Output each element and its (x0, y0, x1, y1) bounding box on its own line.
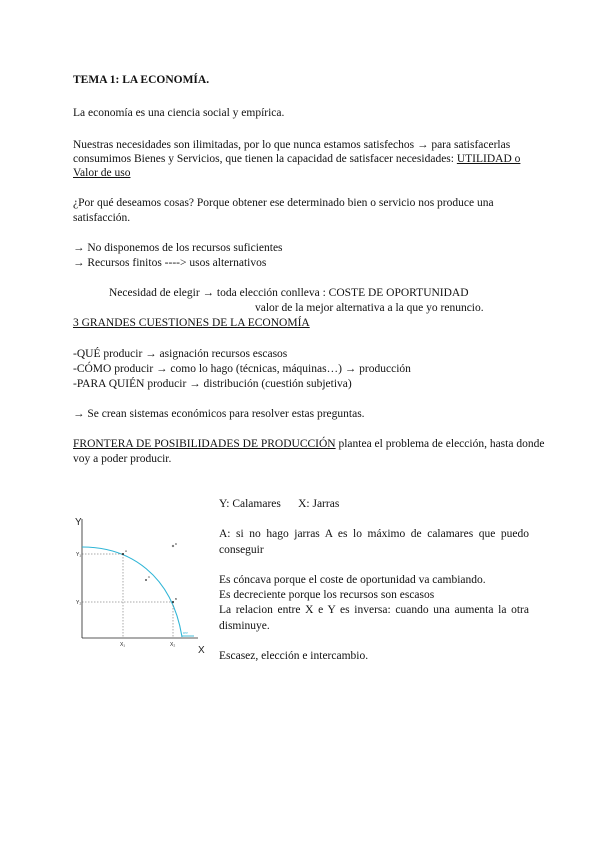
x-tick-2: X₂ (170, 642, 176, 648)
needs-line-1: Nuestras necesidades son ilimitadas, por lo que nunca estamos satisfechos → para satisfacerlas (73, 139, 511, 151)
valor-de-uso-term: Valor de uso (73, 167, 131, 179)
question-what: -QUÉ producir → asignación recursos escasos (73, 348, 288, 360)
utilidad-term: UTILIDAD o (456, 153, 521, 165)
needs-line-2 (73, 152, 520, 166)
curve-end-label: FPP (183, 632, 188, 635)
explanation-concave: Es cóncava porque el coste de oportunidad va cambiando. (219, 574, 486, 586)
frontier-line-2: voy a poder producir. (73, 453, 172, 465)
explanation-axes: Y: Calamares X: Jarras (219, 498, 340, 510)
resources-line-1: → No disponemos de los recursos suficientes (73, 242, 283, 254)
opportunity-line-1: Necesidad de elegir → toda elección conlleva : COSTE DE OPORTUNIDAD (109, 287, 469, 299)
ppf-curve (82, 547, 182, 637)
question-how: -CÓMO producir → como lo hago (técnicas, máquinas…) → producción (73, 363, 411, 375)
opportunity-line-2: valor de la mejor alternativa a la que yo renuncio. (255, 302, 484, 314)
why-line-1: ¿Por qué deseamos cosas? Porque obtener ese determinado bien o servicio nos produce una (73, 197, 494, 209)
point-b (172, 601, 174, 603)
systems-line: → Se crean sistemas económicos para resolver estas preguntas. (73, 408, 365, 420)
frontier-line-1-rest: plantea el problema de elección, hasta donde (335, 438, 545, 450)
y-tick-1: Y₁ (76, 552, 82, 558)
point-d-label: D (175, 542, 178, 546)
point-b-label: B (175, 597, 178, 601)
page-title: TEMA 1: LA ECONOMÍA. (73, 74, 210, 86)
questions-heading: 3 GRANDES CUESTIONES DE LA ECONOMÍA (73, 317, 310, 329)
intro-paragraph: La economía es una ciencia social y empírica. (73, 107, 285, 119)
x-axis-label: X (198, 645, 205, 656)
point-a-label: A (125, 549, 128, 553)
explanation-decreasing: Es decreciente porque los recursos son escasos (219, 589, 435, 601)
y-tick-2: Y₂ (76, 600, 82, 606)
point-d (172, 545, 174, 547)
question-for-whom: -PARA QUIÉN producir → distribución (cuestión subjetiva) (73, 378, 352, 390)
ppf-graph (60, 505, 210, 660)
why-line-2: satisfacción. (73, 212, 131, 224)
explanation-summary: Escasez, elección e intercambio. (219, 650, 369, 662)
x-tick-1: X₁ (120, 642, 126, 648)
point-c-label: C (148, 575, 151, 579)
frontier-line-1 (73, 437, 544, 451)
resources-line-2: → Recursos finitos ----> usos alternativos (73, 257, 267, 269)
explanation-inverse: La relacion entre X e Y es inversa: cuando una aumenta la otra disminuye. (219, 604, 529, 632)
point-a (122, 553, 124, 555)
point-c (145, 579, 147, 581)
needs-line-2-text: consumimos Bienes y Servicios, que tienen la capacidad de satisfacer necesidades: (73, 153, 457, 165)
frontier-heading: FRONTERA DE POSIBILIDADES DE PRODUCCIÓN (73, 438, 336, 450)
y-axis-label: Y (75, 517, 82, 528)
explanation-point-a: A: si no hago jarras A es lo máximo de calamares que puedo conseguir (219, 528, 529, 556)
